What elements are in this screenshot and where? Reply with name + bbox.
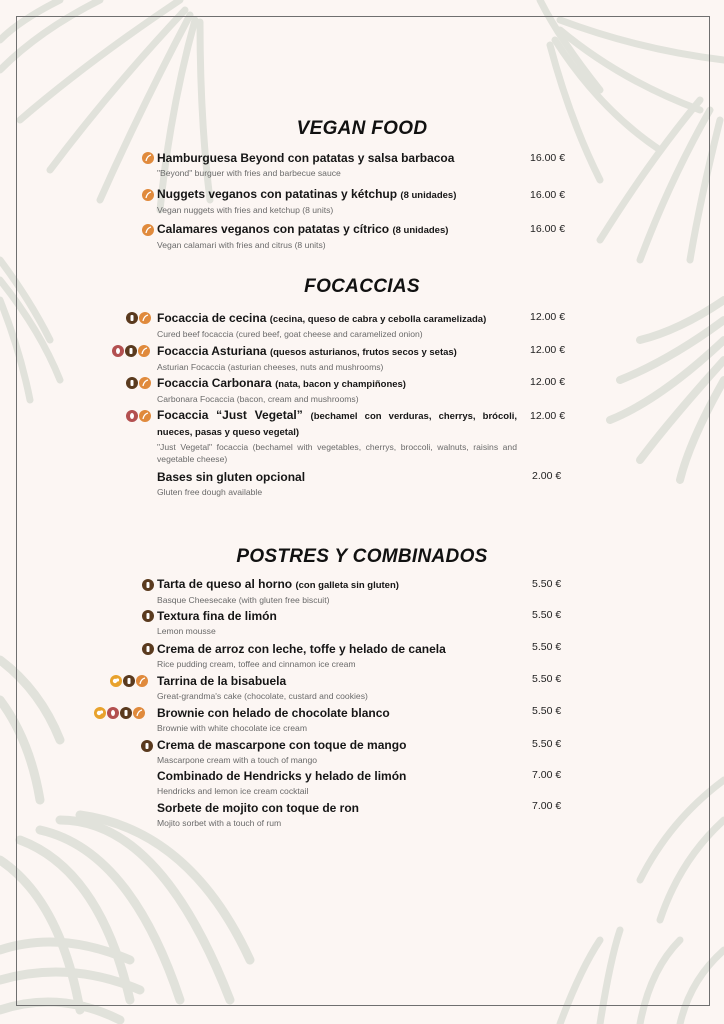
item-name: Calamares veganos con patatas y cítrico (8 unidades) <box>157 222 449 236</box>
item-description: Mojito sorbet with a touch of rum <box>157 818 282 828</box>
item-name: Focaccia de cecina (cecina, queso de cabra y cebolla caramelizada) <box>157 311 487 325</box>
item-name: Crema de arroz con leche, toffe y helado de canela <box>157 642 446 656</box>
vegan-leaf-icon <box>139 312 151 324</box>
vegan-leaf-icon <box>142 152 154 164</box>
item-description: Lemon mousse <box>157 626 216 636</box>
egg-cookie-icon <box>110 675 122 687</box>
menu-item <box>157 187 577 216</box>
lactose-milk-icon <box>120 707 132 719</box>
item-price: 16.00 € <box>530 223 566 235</box>
menu-item <box>157 738 577 766</box>
lactose-milk-icon <box>142 610 154 622</box>
item-icons <box>142 189 154 201</box>
item-name: Crema de mascarpone con toque de mango <box>157 738 407 752</box>
item-description: Asturian Focaccia (asturian cheeses, nuts and mushrooms) <box>157 362 384 372</box>
item-name: Nuggets veganos con patatinas y kétchup (8 unidades) <box>157 187 457 201</box>
item-description: Basque Cheesecake (with gluten free biscuit) <box>157 595 330 605</box>
item-icons <box>142 152 154 164</box>
item-icons <box>142 610 154 622</box>
menu-item <box>157 222 577 251</box>
lactose-milk-icon <box>123 675 135 687</box>
item-description: Vegan calamari with fries and citrus (8 units) <box>157 240 326 250</box>
item-icons <box>112 345 150 357</box>
item-name: Combinado de Hendricks y helado de limón <box>157 769 407 783</box>
item-description: Gluten free dough available <box>157 487 263 497</box>
item-price: 16.00 € <box>530 152 566 164</box>
vegan-leaf-icon <box>139 410 151 422</box>
item-price: 5.50 € <box>532 609 562 621</box>
item-price: 12.00 € <box>530 344 566 356</box>
menu-item <box>157 706 577 734</box>
item-description: Rice pudding cream, toffee and cinnamon ice cream <box>157 659 356 669</box>
menu-item <box>157 151 577 179</box>
egg-cookie-icon <box>94 707 106 719</box>
menu-item <box>157 408 577 465</box>
item-icons <box>142 643 154 655</box>
item-icons <box>142 579 154 591</box>
item-icons <box>126 410 151 422</box>
item-icons <box>110 675 148 687</box>
item-icons <box>94 707 145 719</box>
section-title-vegan-food: VEGAN FOOD <box>296 118 428 139</box>
section-title-postres: POSTRES Y COMBINADOS <box>236 546 488 567</box>
vegan-leaf-icon <box>136 675 148 687</box>
item-price: 12.00 € <box>530 410 566 422</box>
item-price: 5.50 € <box>532 705 562 717</box>
item-name: Tarta de queso al horno (con galleta sin gluten) <box>157 577 399 591</box>
menu-item <box>157 311 577 340</box>
item-icons <box>126 377 151 389</box>
item-price: 5.50 € <box>532 641 562 653</box>
menu-item <box>157 801 577 829</box>
lactose-milk-icon <box>126 377 138 389</box>
menu-item <box>157 769 577 797</box>
item-name: Hamburguesa Beyond con patatas y salsa barbacoa <box>157 151 455 165</box>
item-description: Brownie with white chocolate ice cream <box>157 723 307 733</box>
nuts-icon <box>112 345 124 357</box>
lactose-milk-icon <box>142 643 154 655</box>
vegan-leaf-icon <box>142 189 154 201</box>
item-icons <box>141 740 153 752</box>
lactose-milk-icon <box>126 312 138 324</box>
item-icons <box>126 312 151 324</box>
item-description: Vegan nuggets with fries and ketchup (8 units) <box>157 205 334 215</box>
item-name: Tarrina de la bisabuela <box>157 674 287 688</box>
menu-item <box>157 642 577 670</box>
item-price: 7.00 € <box>532 769 562 781</box>
item-price: 12.00 € <box>530 311 566 323</box>
vegan-leaf-icon <box>142 224 154 236</box>
menu-item <box>157 609 577 637</box>
item-price: 5.50 € <box>532 738 562 750</box>
item-name: Focaccia Asturiana (quesos asturianos, frutos secos y setas) <box>157 344 457 358</box>
item-name: Brownie con helado de chocolate blanco <box>157 706 390 720</box>
menu-item <box>157 674 577 702</box>
lactose-milk-icon <box>142 579 154 591</box>
item-name: Bases sin gluten opcional <box>157 470 306 484</box>
item-name: Focaccia Carbonara (nata, bacon y champiñones) <box>157 376 406 390</box>
item-price: 2.00 € <box>532 470 562 482</box>
menu-item <box>157 344 577 373</box>
item-description: Mascarpone cream with a touch of mango <box>157 755 318 765</box>
item-description: "Beyond" burguer with fries and barbecue sauce <box>157 168 341 178</box>
nuts-icon <box>126 410 138 422</box>
menu-item <box>157 577 577 606</box>
item-price: 5.50 € <box>532 578 562 590</box>
item-price: 16.00 € <box>530 189 566 201</box>
nuts-icon <box>107 707 119 719</box>
item-description: "Just Vegetal" focaccia (bechamel with vegetables, cherrys, broccoli, walnuts, raisins and vegetable cheese) <box>157 442 517 464</box>
item-name: Textura fina de limón <box>157 609 277 623</box>
item-price: 7.00 € <box>532 800 562 812</box>
item-description: Cured beef focaccia (cured beef, goat cheese and caramelized onion) <box>157 329 423 339</box>
vegan-leaf-icon <box>138 345 150 357</box>
vegan-leaf-icon <box>139 377 151 389</box>
vegan-leaf-icon <box>133 707 145 719</box>
item-name: Focaccia “Just Vegetal” (bechamel con verduras, cherrys, brócoli, nueces, pasas y queso vegetal) <box>157 408 517 438</box>
lactose-milk-icon <box>125 345 137 357</box>
item-price: 5.50 € <box>532 673 562 685</box>
lactose-milk-icon <box>141 740 153 752</box>
menu-item <box>157 470 577 498</box>
item-description: Great-grandma's cake (chocolate, custard and cookies) <box>157 691 368 701</box>
item-icons <box>142 224 154 236</box>
item-price: 12.00 € <box>530 376 566 388</box>
menu-item <box>157 376 577 405</box>
item-description: Carbonara Focaccia (bacon, cream and mushrooms) <box>157 394 359 404</box>
section-title-focaccias: FOCACCIAS <box>304 276 420 297</box>
item-description: Hendricks and lemon ice cream cocktail <box>157 786 309 796</box>
item-name: Sorbete de mojito con toque de ron <box>157 801 360 815</box>
